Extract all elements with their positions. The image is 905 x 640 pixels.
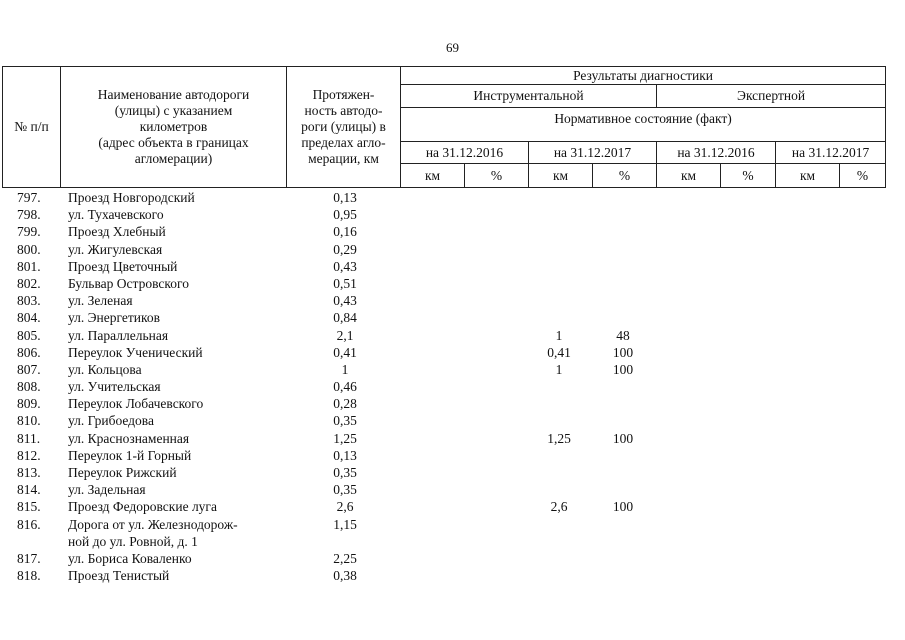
road-length: 0,13 bbox=[333, 190, 357, 205]
instrumental-2017-km: 1,25 bbox=[547, 430, 571, 446]
header-col-length-line: пределах агло- bbox=[301, 135, 386, 150]
header-col-name-line: (адрес объекта в границах bbox=[98, 135, 249, 150]
road-name-line: ул. Грибоедова bbox=[68, 413, 154, 429]
road-name-line: Переулок 1-й Горный bbox=[68, 447, 192, 463]
header-col-name-line: (улицы) с указанием bbox=[114, 103, 233, 118]
table-row bbox=[0, 327, 905, 344]
road-name-line: ной до ул. Ровной, д. 1 bbox=[68, 533, 198, 549]
table-row bbox=[0, 464, 905, 481]
road-name bbox=[68, 206, 283, 223]
header-date: на 31.12.2017 bbox=[776, 142, 886, 164]
instrumental-2017-percent: 100 bbox=[612, 344, 634, 360]
header-col-name-line: агломерации) bbox=[134, 151, 213, 166]
row-number: 798. bbox=[17, 207, 41, 223]
road-name bbox=[68, 241, 283, 258]
road-length: 0,35 bbox=[333, 413, 357, 429]
row-number: 816. bbox=[17, 516, 41, 532]
header-col-length-line: Протяжен- bbox=[312, 87, 375, 102]
road-name bbox=[68, 516, 283, 550]
row-number: 809. bbox=[17, 396, 41, 412]
road-name bbox=[68, 309, 283, 326]
instrumental-2017-km: 2,6 bbox=[550, 499, 568, 515]
road-name bbox=[68, 361, 283, 378]
road-length: 0,84 bbox=[333, 310, 357, 326]
road-name-line: ул. Тухачевского bbox=[68, 207, 164, 223]
table-row bbox=[0, 412, 905, 429]
road-name-line: Проезд Цветочный bbox=[68, 258, 178, 274]
table-row bbox=[0, 309, 905, 326]
header-unit: км bbox=[401, 164, 465, 188]
header-col-name-line: Наименование автодороги bbox=[97, 87, 250, 102]
row-number: 818. bbox=[17, 568, 41, 584]
road-name bbox=[68, 223, 283, 240]
road-name-line: ул. Зеленая bbox=[68, 293, 133, 309]
page-number: 69 bbox=[446, 40, 459, 55]
road-name-line: Проезд Новгородский bbox=[68, 190, 195, 205]
header-date: на 31.12.2016 bbox=[657, 142, 776, 164]
header-col-length-line: мерации, км bbox=[308, 151, 379, 166]
instrumental-2017-percent: 100 bbox=[612, 499, 634, 515]
road-name-line: ул. Задельная bbox=[68, 482, 146, 498]
road-name-line: ул. Параллельная bbox=[68, 327, 169, 343]
table-row bbox=[0, 223, 905, 240]
road-length: 0,28 bbox=[333, 396, 357, 412]
header-unit: % bbox=[593, 164, 657, 188]
table-row bbox=[0, 550, 905, 567]
instrumental-2017-percent: 100 bbox=[612, 361, 634, 377]
road-name bbox=[68, 567, 283, 584]
road-name-line: ул. Учительская bbox=[68, 379, 161, 395]
road-length: 0,35 bbox=[333, 465, 357, 480]
header-col-length bbox=[287, 67, 401, 188]
road-name bbox=[68, 498, 283, 515]
row-number: 807. bbox=[17, 361, 41, 377]
row-number: 805. bbox=[17, 327, 41, 343]
table-row bbox=[0, 361, 905, 378]
header-col-name bbox=[61, 67, 287, 188]
road-name-line: ул. Краснознаменная bbox=[68, 430, 190, 446]
table-row bbox=[0, 378, 905, 395]
road-name bbox=[68, 344, 283, 361]
road-name bbox=[68, 412, 283, 429]
row-number: 797. bbox=[17, 190, 41, 205]
instrumental-2017-percent: 48 bbox=[616, 327, 630, 343]
instrumental-2017-percent: 100 bbox=[612, 430, 634, 446]
table-row bbox=[0, 206, 905, 223]
table-body bbox=[0, 189, 905, 584]
row-number: 815. bbox=[17, 499, 41, 515]
row-number: 817. bbox=[17, 550, 41, 566]
header-unit: % bbox=[840, 164, 886, 188]
table-row bbox=[0, 430, 905, 447]
road-name-line: Проезд Федоровские луга bbox=[68, 499, 217, 515]
road-length: 0,29 bbox=[333, 241, 357, 257]
table-row bbox=[0, 447, 905, 464]
table-row bbox=[0, 567, 905, 584]
row-number: 801. bbox=[17, 258, 41, 274]
row-number: 808. bbox=[17, 379, 41, 395]
header-col-length-line: роги (улицы) в bbox=[301, 119, 386, 134]
road-length: 0,43 bbox=[333, 258, 357, 274]
road-name bbox=[68, 292, 283, 309]
row-number: 814. bbox=[17, 482, 41, 498]
road-name bbox=[68, 378, 283, 395]
row-number: 810. bbox=[17, 413, 41, 429]
header-col-length-line: ность автодо- bbox=[304, 103, 383, 118]
road-name bbox=[68, 275, 283, 292]
road-name bbox=[68, 481, 283, 498]
road-length: 2,25 bbox=[333, 550, 357, 566]
table-header bbox=[2, 66, 886, 188]
road-name-line: ул. Кольцова bbox=[68, 361, 142, 377]
road-name-line: Проезд Хлебный bbox=[68, 224, 166, 240]
header-date: на 31.12.2016 bbox=[401, 142, 529, 164]
road-length: 0,95 bbox=[333, 207, 357, 223]
header-col-num: № п/п bbox=[3, 67, 61, 188]
header-normative: Нормативное состояние (факт) bbox=[401, 108, 886, 142]
header-unit: % bbox=[721, 164, 776, 188]
table-row bbox=[0, 241, 905, 258]
table-row bbox=[0, 344, 905, 361]
road-length: 0,43 bbox=[333, 293, 357, 309]
road-name-line: ул. Жигулевская bbox=[68, 241, 163, 257]
row-number: 799. bbox=[17, 224, 41, 240]
row-number: 811. bbox=[17, 430, 41, 446]
header-col-name-line: километров bbox=[139, 119, 208, 134]
header-expert: Экспертной bbox=[657, 85, 886, 108]
road-name-line: Переулок Ученический bbox=[68, 344, 203, 360]
header-unit: км bbox=[529, 164, 593, 188]
road-length: 0,41 bbox=[333, 344, 357, 360]
road-name-line: Проезд Тенистый bbox=[68, 568, 170, 584]
table-row bbox=[0, 498, 905, 515]
road-name bbox=[68, 189, 283, 206]
instrumental-2017-km: 0,41 bbox=[547, 344, 571, 360]
road-name bbox=[68, 550, 283, 567]
header-date: на 31.12.2017 bbox=[529, 142, 657, 164]
road-name bbox=[68, 395, 283, 412]
road-length: 1 bbox=[341, 361, 349, 377]
header-unit: км bbox=[657, 164, 721, 188]
header-unit: км bbox=[776, 164, 840, 188]
table-row bbox=[0, 516, 905, 550]
road-name-line: ул. Энергетиков bbox=[68, 310, 160, 326]
road-length: 1,15 bbox=[333, 516, 357, 532]
road-length: 2,1 bbox=[336, 327, 354, 343]
row-number: 803. bbox=[17, 293, 41, 309]
road-name bbox=[68, 258, 283, 275]
road-length: 0,13 bbox=[333, 447, 357, 463]
table-row bbox=[0, 189, 905, 206]
road-name-line: ул. Бориса Коваленко bbox=[68, 550, 192, 566]
row-number: 802. bbox=[17, 275, 41, 291]
road-name bbox=[68, 447, 283, 464]
road-name-line: Дорога от ул. Железнодорож- bbox=[68, 516, 238, 532]
row-number: 804. bbox=[17, 310, 41, 326]
table-row bbox=[0, 292, 905, 309]
table-row bbox=[0, 258, 905, 275]
instrumental-2017-km: 1 bbox=[555, 361, 563, 377]
row-number: 806. bbox=[17, 344, 41, 360]
header-instrumental: Инструментальной bbox=[401, 85, 657, 108]
road-name bbox=[68, 430, 283, 447]
road-name bbox=[68, 327, 283, 344]
road-length: 0,46 bbox=[333, 379, 357, 395]
road-name bbox=[68, 464, 283, 481]
road-length: 0,16 bbox=[333, 224, 357, 240]
road-name-line: Бульвар Островского bbox=[68, 275, 189, 291]
road-length: 0,51 bbox=[333, 275, 357, 291]
table-row bbox=[0, 395, 905, 412]
road-name-line: Переулок Лобачевского bbox=[68, 396, 204, 412]
table-row bbox=[0, 275, 905, 292]
road-length: 0,38 bbox=[333, 568, 357, 584]
instrumental-2017-km: 1 bbox=[555, 327, 563, 343]
table-row bbox=[0, 481, 905, 498]
row-number: 812. bbox=[17, 447, 41, 463]
header-results: Результаты диагностики bbox=[401, 67, 886, 85]
row-number: 813. bbox=[17, 465, 41, 480]
road-length: 2,6 bbox=[336, 499, 354, 515]
road-length: 1,25 bbox=[333, 430, 357, 446]
road-name-line: Переулок Рижский bbox=[68, 465, 177, 480]
road-length: 0,35 bbox=[333, 482, 357, 498]
row-number: 800. bbox=[17, 241, 41, 257]
header-unit: % bbox=[465, 164, 529, 188]
